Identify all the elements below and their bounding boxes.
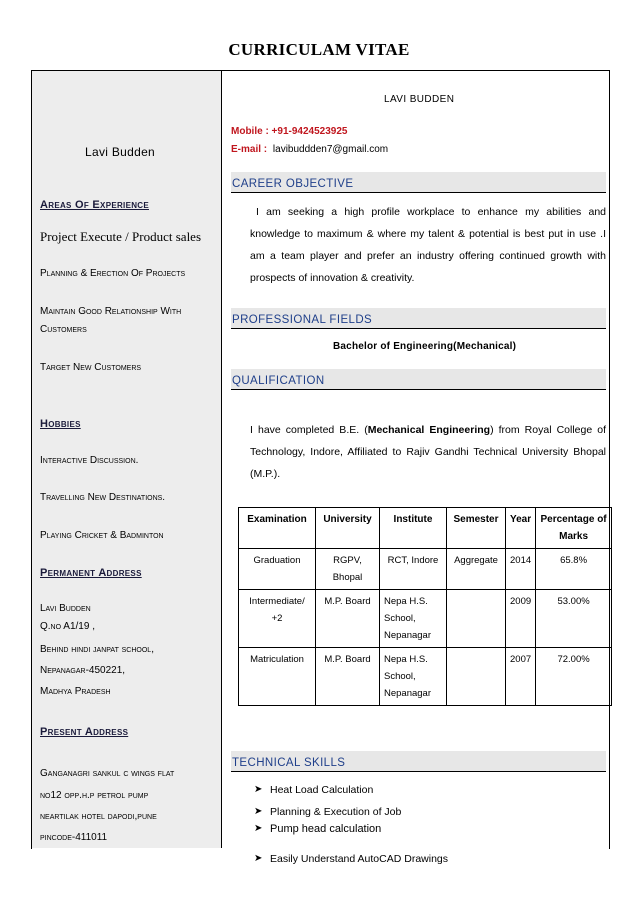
experience-item: Target New Customers (40, 362, 142, 373)
qualification-heading: QUALIFICATION (232, 375, 325, 387)
skill-item (254, 823, 382, 835)
column-header: Percentage of Marks (536, 508, 612, 549)
experience-heading: Areas Of Experience (40, 199, 149, 211)
table-cell: Graduation (239, 549, 316, 590)
experience-item: Maintain Good Relationship With (40, 306, 182, 317)
present-address-heading: Present Address (40, 726, 129, 738)
table-row (239, 590, 612, 648)
table-cell (447, 590, 506, 648)
table-cell: 72.00% (536, 648, 612, 706)
arrow-bullet-icon: ➤ (254, 806, 263, 817)
column-header: Institute (380, 508, 447, 549)
table-header-row (239, 508, 612, 549)
table-cell: 53.00% (536, 590, 612, 648)
table-cell: 2009 (506, 590, 536, 648)
skill-item (254, 853, 448, 865)
permanent-address-line: Nepanagar-450221, (40, 665, 126, 676)
experience-item: Project Execute / Product sales (40, 229, 202, 244)
email-row (231, 144, 388, 155)
arrow-bullet-icon: ➤ (254, 823, 263, 834)
technical-heading-bar (231, 751, 606, 772)
qualification-table (238, 507, 612, 706)
table-cell: 2007 (506, 648, 536, 706)
table-cell: M.P. Board (316, 590, 380, 648)
hobby-item: Travelling New Destinations. (40, 492, 166, 503)
career-text: I am seeking a high profile workplace to enhance my abilities and knowledge to maximum & where my talent & potential is best put in use .I am a team player and prefer an industry offering continued growth with prospects of innovation & creativity. (250, 206, 606, 284)
table-cell: M.P. Board (316, 648, 380, 706)
qualification-text-post: ) from Royal College of Technology, Indore, Affiliated to Rajiv Gandhi Technical University Bhopal (M.P.). (250, 424, 607, 480)
professional-text: Bachelor of Engineering(Mechanical) (333, 341, 517, 352)
skill-item (254, 806, 402, 818)
mobile-number: Mobile : +91-9424523925 (231, 126, 348, 137)
qualification-degree: Mechanical Engineering (367, 424, 491, 436)
table-cell: Aggregate (447, 549, 506, 590)
experience-item: Planning & Erection Of Projects (40, 268, 186, 279)
column-header: University (316, 508, 380, 549)
column-header: Semester (447, 508, 506, 549)
hobbies-heading: Hobbies (40, 418, 81, 430)
table-cell: Nepa H.S. School, Nepanagar (380, 590, 447, 648)
career-heading: CAREER OBJECTIVE (232, 178, 354, 190)
table-row (239, 549, 612, 590)
arrow-bullet-icon: ➤ (254, 853, 263, 864)
permanent-address-line: Behind hindi janpat school, (40, 644, 154, 655)
permanent-address-line: Q.no A1/19 , (40, 621, 95, 632)
qualification-text-pre: I have completed B.E. ( (250, 424, 368, 436)
permanent-address-heading: Permanent Address (40, 567, 142, 579)
table-cell: RGPV, Bhopal (316, 549, 380, 590)
professional-heading: PROFESSIONAL FIELDS (232, 314, 373, 326)
skill-label: Planning & Execution of Job (270, 806, 402, 818)
table-cell: 65.8% (536, 549, 612, 590)
technical-heading: TECHNICAL SKILLS (232, 757, 346, 769)
document-title: CURRICULAM VITAE (228, 40, 410, 59)
column-header: Examination (239, 508, 316, 549)
sidebar-name: Lavi Budden (85, 145, 156, 159)
table-cell: Matriculation (239, 648, 316, 706)
experience-item: Customers (40, 324, 87, 335)
email-label: E-mail : (231, 144, 268, 155)
qualification-heading-bar (231, 369, 606, 390)
table-cell: Intermediate/ +2 (239, 590, 316, 648)
table-cell: 2014 (506, 549, 536, 590)
skill-item (254, 784, 374, 796)
skill-label: Easily Understand AutoCAD Drawings (270, 853, 448, 865)
present-address-line: Ganganagri sankul c wings flat (40, 768, 175, 779)
present-address-line: pincode-411011 (40, 832, 108, 843)
table-row (239, 648, 612, 706)
present-address-line: no12 opp.h.p petrol pump (40, 790, 149, 801)
professional-heading-bar (231, 308, 606, 329)
column-header: Year (506, 508, 536, 549)
header-name: LAVI BUDDEN (384, 94, 455, 105)
permanent-address-line: Madhya Pradesh (40, 686, 111, 697)
table-cell (447, 648, 506, 706)
email-link[interactable]: lavibuddden7@gmail.com (272, 144, 389, 155)
hobby-item: Playing Cricket & Badminton (40, 530, 164, 541)
table-cell: Nepa H.S. School, Nepanagar (380, 648, 447, 706)
permanent-address-line: Lavi Budden (40, 603, 91, 614)
table-cell: RCT, Indore (380, 549, 447, 590)
skill-label: Heat Load Calculation (270, 784, 374, 796)
hobby-item: Interactive Discussion. (40, 455, 139, 466)
qualification-text (250, 419, 606, 485)
present-address-line: neartilak hotel dapodi,pune (40, 811, 157, 822)
skill-label: Pump head calculation (270, 823, 382, 835)
career-heading-bar (231, 172, 606, 193)
arrow-bullet-icon: ➤ (254, 784, 263, 795)
